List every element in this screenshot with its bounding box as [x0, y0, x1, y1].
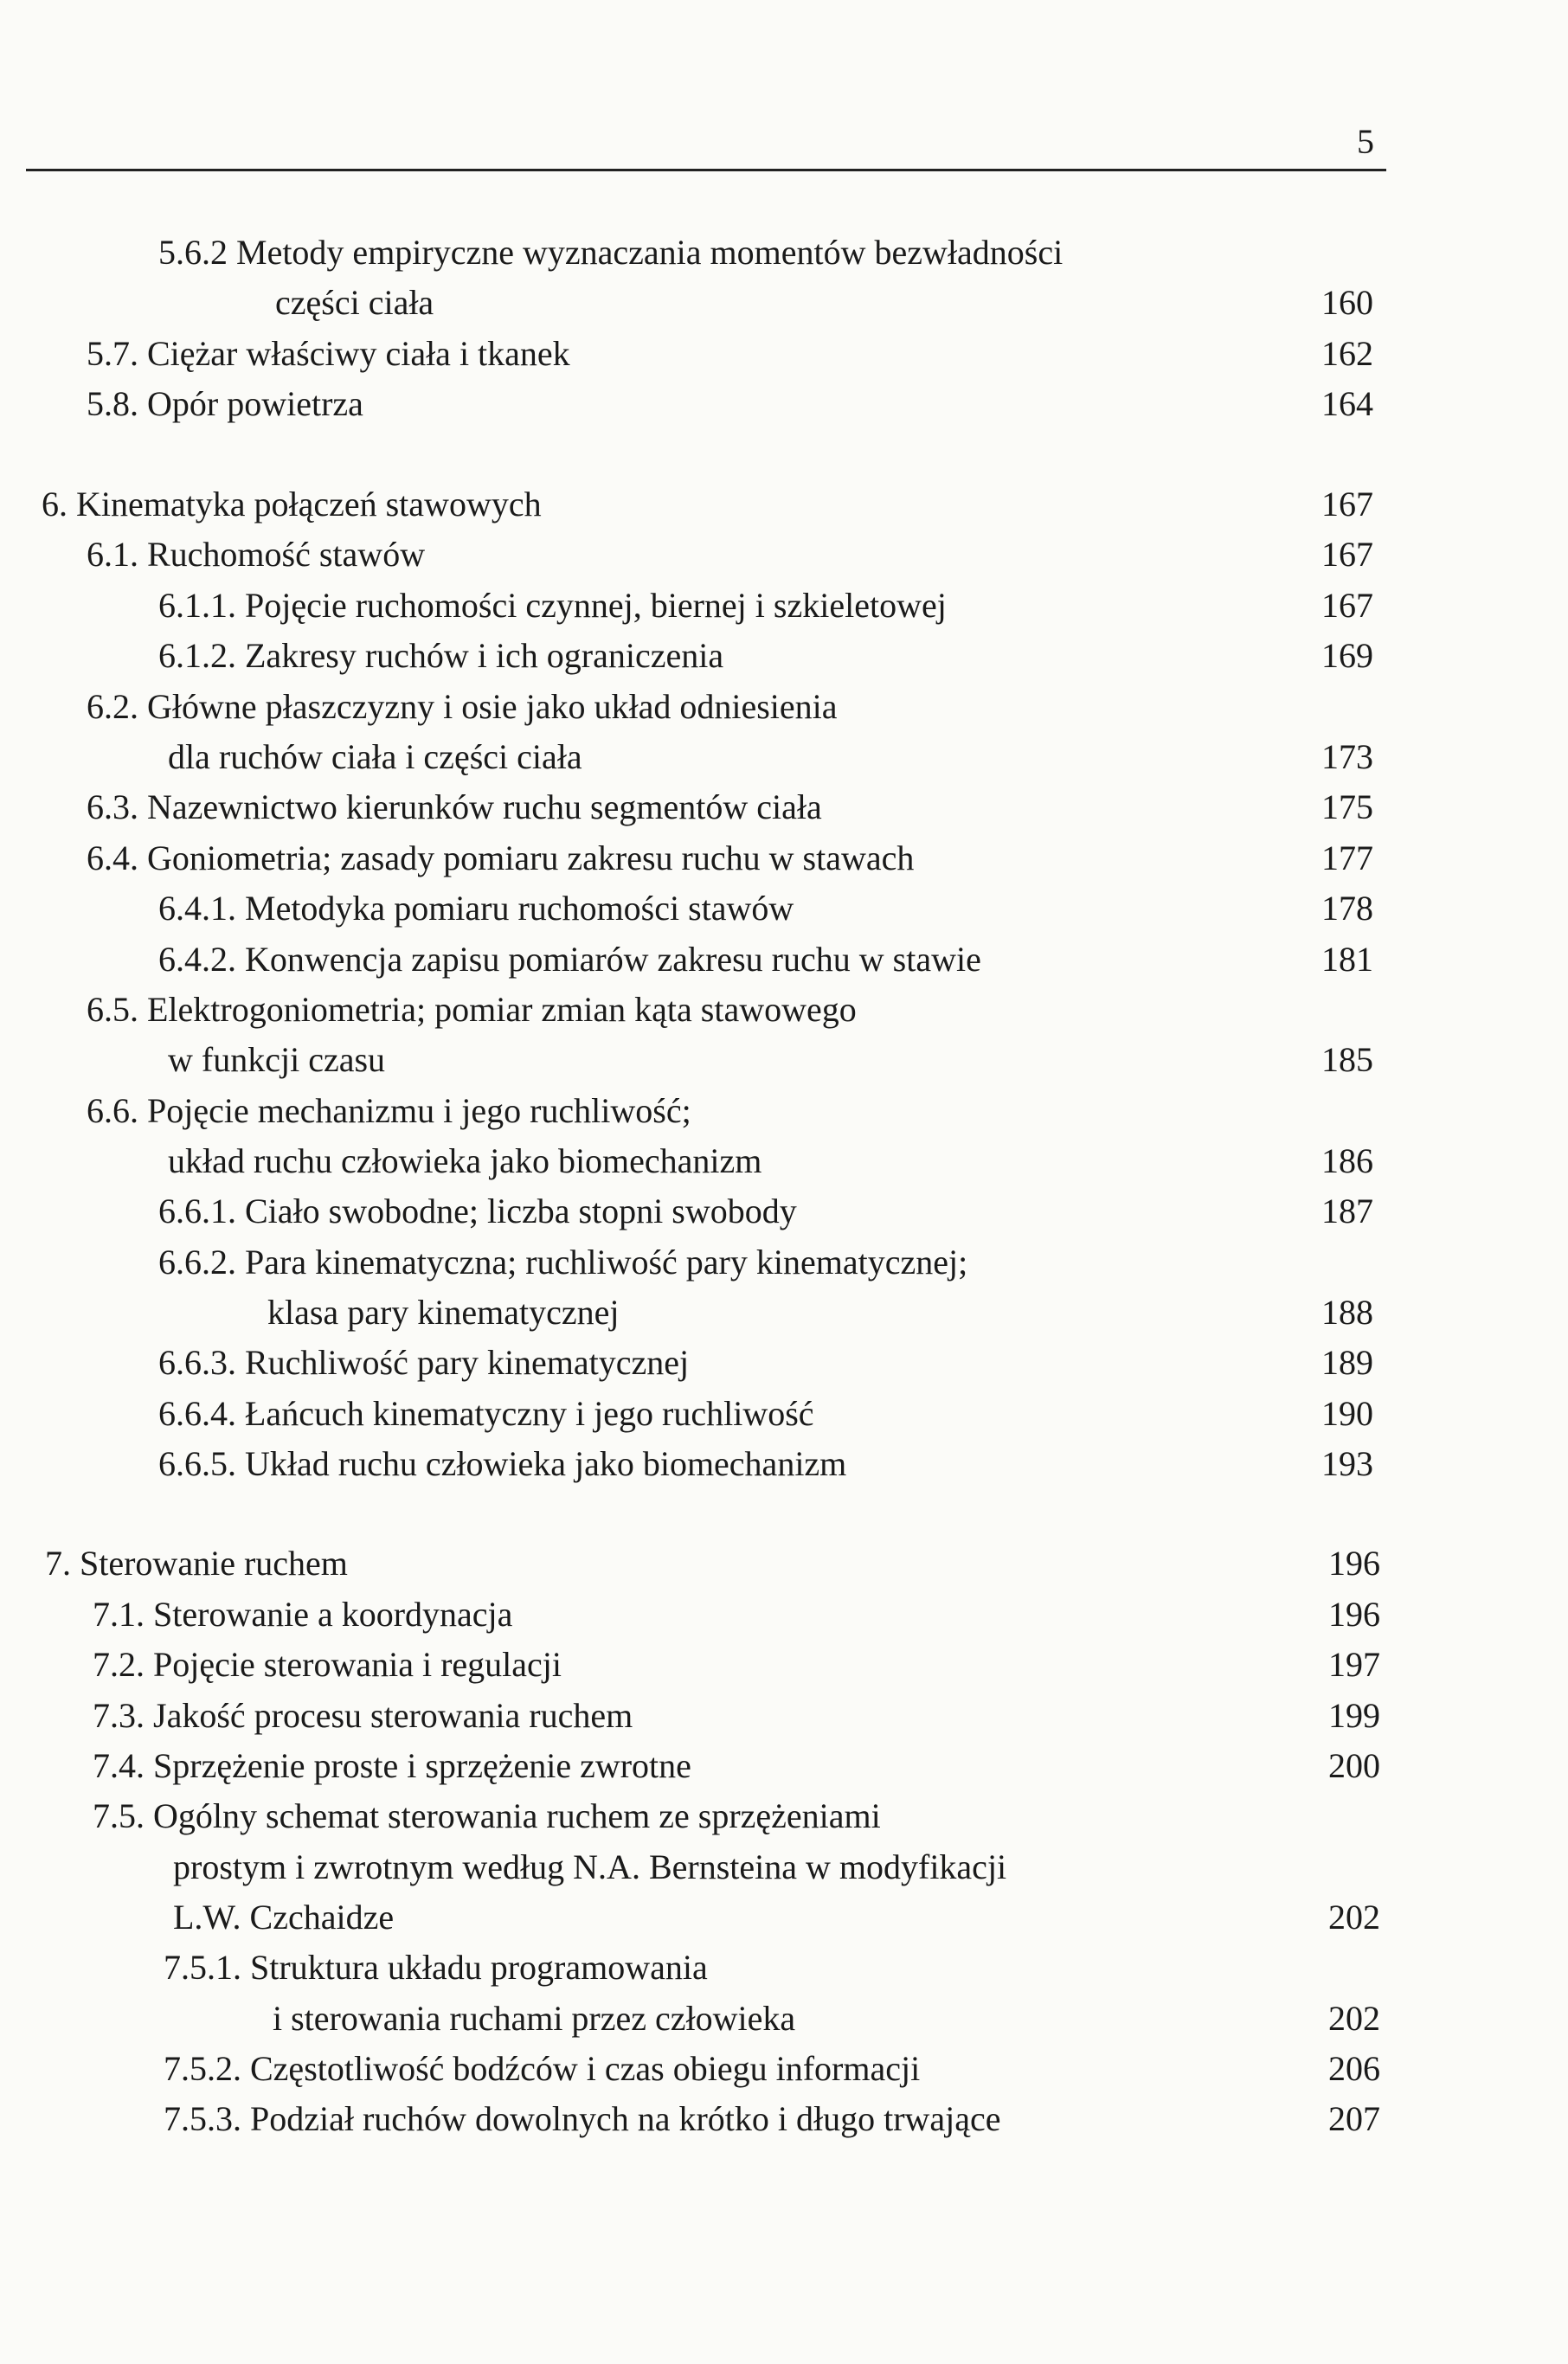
- toc-page: 202: [1328, 1999, 1380, 2038]
- toc-entry-7-5-2: [164, 2048, 920, 2090]
- toc-page: 177: [1321, 838, 1373, 877]
- toc-entry-6-1-1: [158, 585, 947, 626]
- toc-entry-6-6-2: [158, 1242, 967, 1283]
- toc-number: 7.5.: [93, 1796, 145, 1835]
- toc-entry-6-4-2: [158, 939, 981, 980]
- toc-title: Metodyka pomiaru ruchomości stawów: [245, 889, 794, 928]
- toc-page: 189: [1321, 1343, 1373, 1382]
- toc-entry-6-1: [87, 534, 425, 575]
- toc-number: 7.: [45, 1544, 71, 1583]
- toc-number: 5.6.2: [158, 233, 228, 272]
- toc-title: Struktura układu programowania: [250, 1948, 708, 1987]
- toc-page: 162: [1321, 334, 1373, 373]
- toc-entry-5-8: [87, 383, 363, 425]
- toc-number: 7.5.3.: [164, 2099, 241, 2138]
- toc-entry-5-6-2: [158, 232, 1063, 273]
- toc-title: Ciężar właściwy ciała i tkanek: [147, 334, 570, 373]
- toc-entry-7-1: [93, 1594, 512, 1635]
- toc-number: 6.6.1.: [158, 1192, 236, 1230]
- toc-number: 6.6.5.: [158, 1444, 236, 1483]
- toc-number: 6.6.: [87, 1091, 138, 1130]
- toc-page: 167: [1321, 586, 1373, 625]
- toc-title: Sterowanie ruchem: [80, 1544, 348, 1583]
- toc-page: 185: [1321, 1040, 1373, 1079]
- toc-number: 6.4.: [87, 838, 138, 877]
- toc-page: 200: [1328, 1746, 1380, 1785]
- toc-continuation: L.W. Czchaidze: [173, 1898, 395, 1937]
- toc-entry-7-5: [93, 1795, 881, 1837]
- toc-page: 199: [1328, 1696, 1380, 1735]
- toc-number: 6.2.: [87, 687, 138, 726]
- toc-page: 169: [1321, 636, 1373, 675]
- toc-continuation: prostym i zwrotnym według N.A. Bernsteina w modyfikacji: [173, 1847, 1007, 1886]
- toc-entry-6-6-3: [158, 1342, 689, 1384]
- toc-title: Zakresy ruchów i ich ograniczenia: [245, 636, 724, 675]
- toc-page: 160: [1321, 283, 1373, 322]
- toc-number: 5.7.: [87, 334, 138, 373]
- toc-number: 5.8.: [87, 384, 138, 423]
- toc-title: Podział ruchów dowolnych na krótko i długo trwające: [250, 2099, 1001, 2138]
- toc-title: Nazewnictwo kierunków ruchu segmentów ciała: [147, 787, 822, 826]
- toc-page: 173: [1321, 737, 1373, 776]
- toc-continuation: klasa pary kinematycznej: [267, 1293, 620, 1332]
- toc-title: Jakość procesu sterowania ruchem: [153, 1696, 633, 1735]
- toc-title: Ciało swobodne; liczba stopni swobody: [245, 1192, 797, 1230]
- toc-entry-5-7: [87, 333, 570, 375]
- toc-entry-6-6-4: [158, 1393, 814, 1435]
- toc-entry-6-3: [87, 787, 822, 828]
- toc-entry-6-4-1: [158, 888, 794, 929]
- toc-number: 6.3.: [87, 787, 138, 826]
- toc-entry-7-2: [93, 1644, 562, 1686]
- toc-page: 196: [1328, 1544, 1380, 1583]
- toc-page: 186: [1321, 1141, 1373, 1180]
- toc-continuation: i sterowania ruchami przez człowieka: [273, 1999, 796, 2038]
- toc-page: 178: [1321, 889, 1373, 928]
- toc-title: Metody empiryczne wyznaczania momentów bezwładności: [236, 233, 1064, 272]
- toc-number: 6.6.2.: [158, 1243, 236, 1282]
- toc-entry-6-2: [87, 686, 838, 728]
- toc-title: Ogólny schemat sterowania ruchem ze sprzężeniami: [153, 1796, 881, 1835]
- toc-title: Sterowanie a koordynacja: [153, 1595, 513, 1634]
- toc-title: Goniometria; zasady pomiaru zakresu ruchu w stawach: [147, 838, 915, 877]
- toc-page: 196: [1328, 1595, 1380, 1634]
- toc-chapter-7: [45, 1543, 348, 1584]
- toc-page: 202: [1328, 1898, 1380, 1937]
- toc-number: 6.: [42, 485, 67, 524]
- toc-page: 207: [1328, 2099, 1380, 2138]
- toc-title: Ruchomość stawów: [147, 535, 426, 574]
- toc-number: 7.4.: [93, 1746, 145, 1785]
- toc-title: Pojęcie mechanizmu i jego ruchliwość;: [147, 1091, 691, 1130]
- toc-continuation: części ciała: [275, 283, 434, 322]
- toc-entry-6-6-1: [158, 1191, 797, 1232]
- toc-title: Ruchliwość pary kinematycznej: [245, 1343, 690, 1382]
- toc-number: 6.1.1.: [158, 586, 236, 625]
- toc-number: 7.3.: [93, 1696, 145, 1735]
- toc-number: 6.5.: [87, 990, 138, 1029]
- toc-title: Elektrogoniometria; pomiar zmian kąta stawowego: [147, 990, 857, 1029]
- toc-number: 6.1.: [87, 535, 138, 574]
- toc-entry-7-3: [93, 1695, 633, 1737]
- toc-page: 190: [1321, 1394, 1373, 1433]
- toc-continuation: układ ruchu człowieka jako biomechanizm: [168, 1141, 762, 1180]
- toc-page: 164: [1321, 384, 1373, 423]
- toc-number: 6.1.2.: [158, 636, 236, 675]
- toc-page: 175: [1321, 787, 1373, 826]
- toc-entry-6-4: [87, 838, 914, 879]
- toc-number: 6.6.4.: [158, 1394, 236, 1433]
- toc-page: 181: [1321, 940, 1373, 979]
- page-number: 5: [1357, 122, 1374, 161]
- toc-title: Główne płaszczyzny i osie jako układ odniesienia: [147, 687, 838, 726]
- toc-title: Częstotliwość bodźców i czas obiegu informacji: [250, 2049, 921, 2088]
- toc-number: 7.1.: [93, 1595, 145, 1634]
- toc-number: 6.4.2.: [158, 940, 236, 979]
- toc-title: Pojęcie sterowania i regulacji: [153, 1645, 562, 1684]
- toc-page: 206: [1328, 2049, 1380, 2088]
- toc-entry-6-5: [87, 989, 857, 1031]
- toc-title: Łańcuch kinematyczny i jego ruchliwość: [245, 1394, 814, 1433]
- toc-title: Układ ruchu człowieka jako biomechanizm: [245, 1444, 847, 1483]
- toc-entry-6-6: [87, 1090, 691, 1132]
- toc-title: Pojęcie ruchomości czynnej, biernej i szkieletowej: [245, 586, 947, 625]
- toc-continuation: w funkcji czasu: [168, 1040, 386, 1079]
- toc-number: 7.2.: [93, 1645, 145, 1684]
- toc-number: 7.5.1.: [164, 1948, 241, 1987]
- toc-entry-6-6-5: [158, 1443, 846, 1485]
- toc-entry-7-5-3: [164, 2098, 1001, 2140]
- toc-number: 6.4.1.: [158, 889, 236, 928]
- toc-continuation: dla ruchów ciała i części ciała: [168, 737, 582, 776]
- toc-entry-7-4: [93, 1745, 691, 1787]
- toc-title: Opór powietrza: [147, 384, 363, 423]
- toc-title: Konwencja zapisu pomiarów zakresu ruchu w stawie: [245, 940, 981, 979]
- toc-title: Para kinematyczna; ruchliwość pary kinematycznej;: [245, 1243, 968, 1282]
- toc-entry-7-5-1: [164, 1947, 708, 1988]
- toc-number: 6.6.3.: [158, 1343, 236, 1382]
- toc-page: 167: [1321, 485, 1373, 524]
- toc-entry-6-1-2: [158, 635, 723, 677]
- toc-chapter-6: [42, 484, 542, 525]
- toc-page: 187: [1321, 1192, 1373, 1230]
- toc-page: 197: [1328, 1645, 1380, 1684]
- toc-number: 7.5.2.: [164, 2049, 241, 2088]
- toc-title: Sprzężenie proste i sprzężenie zwrotne: [153, 1746, 691, 1785]
- toc-page: 167: [1321, 535, 1373, 574]
- toc-page: 193: [1321, 1444, 1373, 1483]
- toc-title: Kinematyka połączeń stawowych: [76, 485, 542, 524]
- toc-page: 188: [1321, 1293, 1373, 1332]
